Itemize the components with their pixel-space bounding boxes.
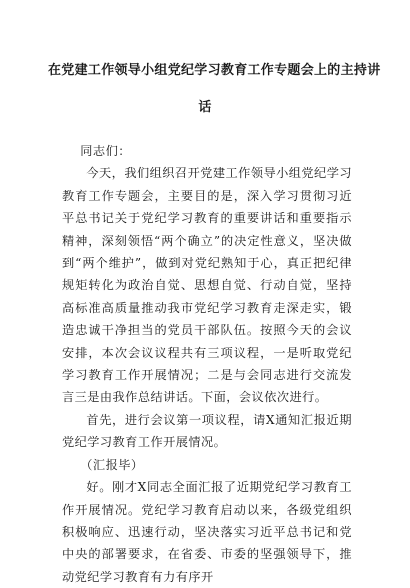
paragraph-first-agenda: 首先，进行会议第一项议程，请X通知汇报近期党纪学习教育工作开展情况。 [62,412,352,450]
title-line-2: 话 [198,100,212,115]
title-line-1: 在党建工作领导小组党纪学习教育工作专题会上的主持讲 [48,63,381,78]
paragraph-opening: 今天，我们组织召开党建工作领导小组党纪学习教育工作专题会，主要目的是，深入学习贯彻习近平总书记关于党纪学习教育的重要讲话和重要指示精神，深刻领悟“两个确立”的决定性意义，坚决做到“两个维护”，做到对党纪熟知于心，真正把纪律规矩转化为政治自觉、思想自觉、行动自觉，坚持高标准高质量推动我市党纪学习教育走深走实，锻造忠诚干净担当的党员干部队伍。按照今天的会议安排，本次会议议程共有三项议程，一是听取党纪学习教育工作开展情况；二是与会同志进行交流发言三是由我作总结讲话。下面，会议依次进行。 [62,166,352,405]
paragraph-summary: 好。刚才X同志全面汇报了近期党纪学习教育工作开展情况。党纪学习教育启动以来，各级党组织积极响应、迅速行动，坚决落实习近平总书记和党中央的部署要求，在省委、市委的坚强领导下，推动党纪学习教育有力有序开 [62,480,352,584]
paragraph-report-finished: （汇报毕） [80,457,144,472]
document-body [62,140,352,588]
salutation: 同志们： [80,144,131,158]
document-title [48,63,381,116]
